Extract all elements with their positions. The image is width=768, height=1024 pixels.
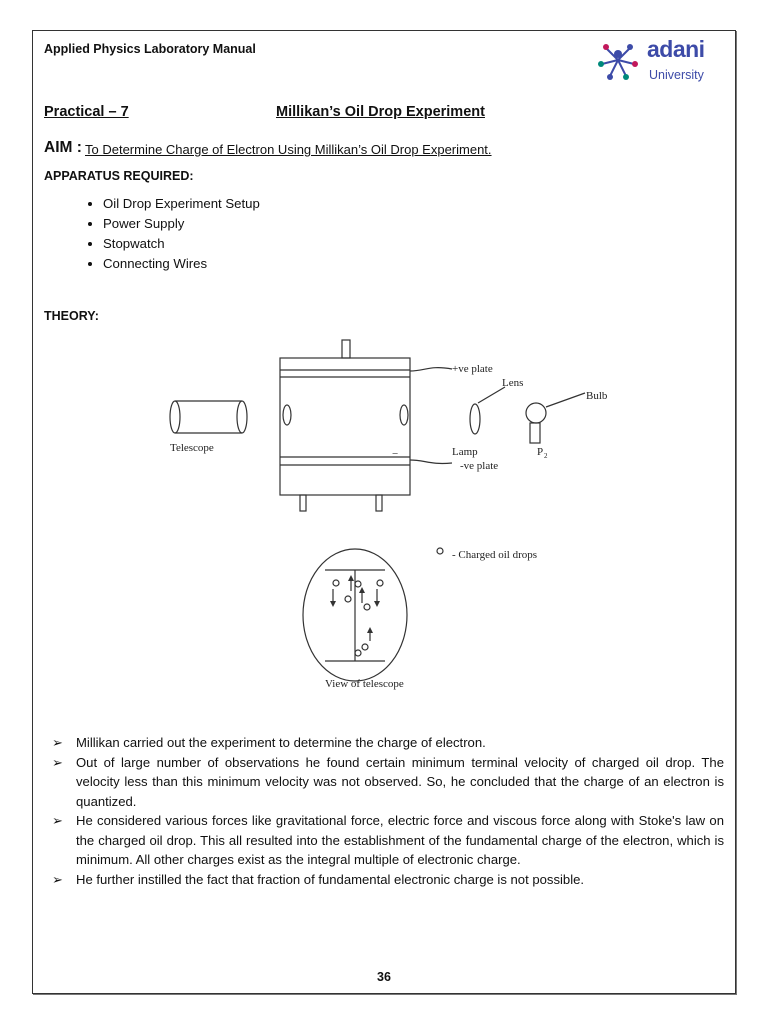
apparatus-item: • Connecting Wires (103, 254, 260, 274)
aim-label: AIM : (44, 139, 82, 156)
arrow-bullet-icon: ➢ (52, 735, 63, 750)
experiment-title: Millikan’s Oil Drop Experiment (276, 104, 485, 120)
list-item: ➢ Millikan carried out the experiment to determine the charge of electron. (52, 733, 724, 753)
minus-plate-label: -ve plate (460, 460, 499, 472)
p2-subscript: 2 (544, 452, 548, 460)
apparatus-heading: APPARATUS REQUIRED: (44, 169, 194, 183)
bulb-label: Bulb (586, 390, 608, 402)
charged-drops-legend: - Charged oil drops (452, 549, 538, 561)
list-item: ➢ Out of large number of observations he found certain minimum terminal velocity of charged oil drop. The velocity less than this minimum velocity was not observed. So, he concluded that the charge of an electron is quantized. (52, 754, 724, 809)
logo-wordmark: adani (647, 36, 705, 62)
apparatus-list (60, 194, 260, 274)
lens-label: Lens (502, 377, 524, 389)
page-number: 36 (377, 970, 391, 984)
theory-points (52, 733, 724, 889)
apparatus-item: • Stopwatch (103, 234, 260, 254)
top-stem (342, 340, 350, 358)
telescope-label: Telescope (170, 442, 214, 454)
logo-emblem-icon (592, 38, 644, 82)
adani-university-logo (592, 38, 717, 86)
arrow-bullet-icon: ➢ (52, 754, 63, 770)
aim-text: To Determine Charge of Electron Using Millikan’s Oil Drop Experiment. (85, 142, 492, 157)
list-item: ➢ He further instilled the fact that fraction of fundamental electronic charge is not possible. (52, 870, 724, 890)
plus-plate-label: +ve plate (452, 363, 493, 375)
p2-label: P (537, 446, 544, 458)
arrow-bullet-icon: ➢ (52, 871, 63, 887)
arrow-bullet-icon: ➢ (52, 813, 63, 828)
theory-heading: THEORY: (44, 309, 99, 323)
millikan-apparatus-diagram (140, 335, 640, 695)
apparatus-item: • Oil Drop Experiment Setup (103, 194, 260, 214)
lamp-label: Lamp (452, 446, 478, 458)
chamber (280, 358, 410, 495)
view-of-telescope-label: View of telescope (325, 678, 404, 690)
logo-subtitle: University (649, 68, 704, 82)
minus-sign-label: − (392, 448, 399, 460)
manual-title: Applied Physics Laboratory Manual (44, 42, 256, 56)
practical-number: Practical – 7 (44, 104, 129, 120)
list-item: ➢ He considered various forces like gravitational force, electric force and viscous force along with Stoke's law on the charged oil drop. This all resulted into the establishment of the fundamental charge of the electron, which is minimum. All other charges exist as the integral multiple of electronic charge. (52, 813, 724, 867)
apparatus-item: • Power Supply (103, 214, 260, 234)
